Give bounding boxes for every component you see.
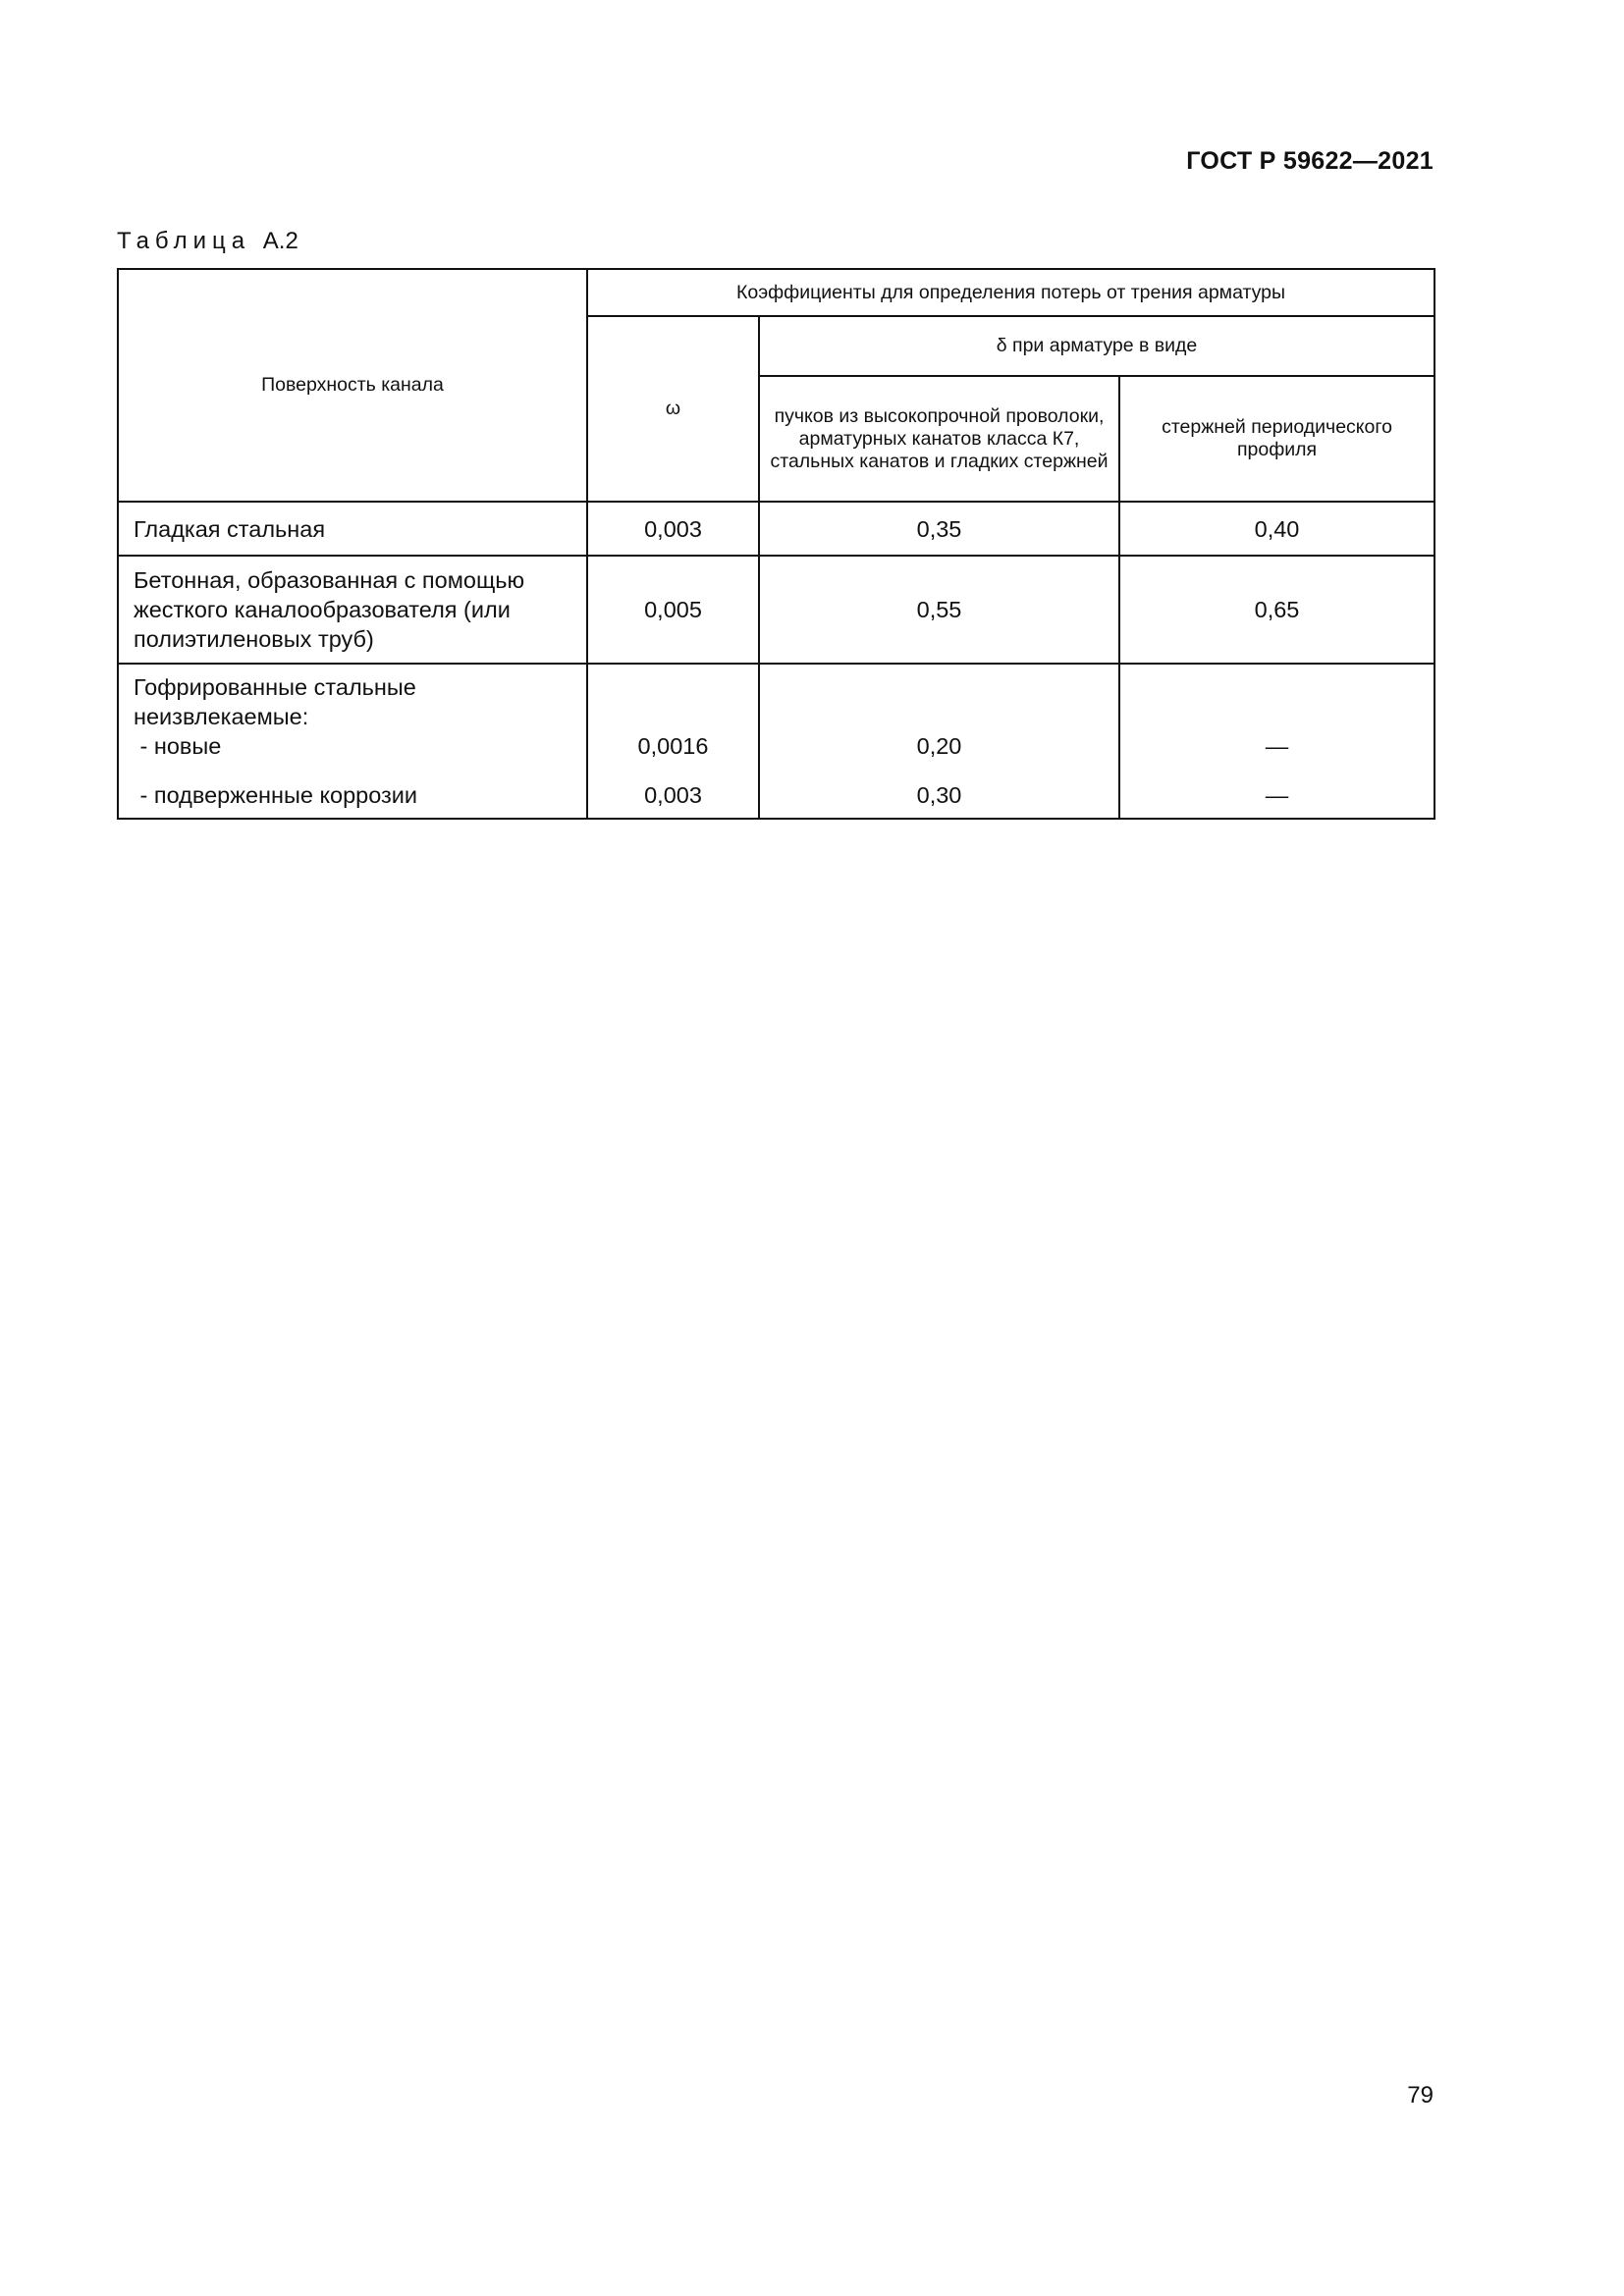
row-gap (598, 761, 748, 780)
header-delta-bundles: пучков из высокопрочной проволоки, арматурных канатов класса К7, стальных канатов и гладких стержней (759, 376, 1119, 502)
friction-coefficients-table (117, 268, 1435, 820)
header-surface: Поверхность канала (118, 269, 587, 502)
cell-delta-bars-corroded: — (1265, 782, 1289, 808)
row-spacer (598, 672, 748, 731)
table-row-corrugated (118, 664, 1435, 819)
cell-omega: 0,005 (587, 556, 759, 664)
page-number: 79 (1407, 2082, 1434, 2109)
cell-delta-bundles: 0,35 (759, 502, 1119, 556)
cell-surface: Гладкая стальная (118, 502, 587, 556)
cell-omega-corrugated (587, 664, 759, 819)
table-row (118, 556, 1435, 664)
cell-surface: Бетонная, образованная с помощью жесткого каналообразователя (или полиэтиленовых труб) (118, 556, 587, 664)
header-row-1 (118, 269, 1435, 316)
cell-omega-new: 0,0016 (637, 733, 709, 759)
cell-omega-corroded: 0,003 (644, 782, 702, 808)
table-caption-number: А.2 (262, 228, 298, 254)
row-spacer (770, 672, 1109, 731)
cell-delta-bars-new: — (1265, 733, 1289, 759)
header-coefficients-group: Коэффициенты для определения потерь от трения арматуры (587, 269, 1435, 316)
cell-omega: 0,003 (587, 502, 759, 556)
table-row (118, 502, 1435, 556)
cell-delta-bars: 0,65 (1119, 556, 1435, 664)
row-gap (770, 761, 1109, 780)
document-id: ГОСТ Р 59622—2021 (1186, 147, 1434, 175)
cell-delta-bars-corrugated (1119, 664, 1435, 819)
cell-delta-bundles-corroded: 0,30 (916, 782, 962, 808)
header-delta-group: δ при арматуре в виде (759, 316, 1435, 376)
cell-surface-corrugated (118, 664, 587, 819)
cell-delta-bars: 0,40 (1119, 502, 1435, 556)
cell-delta-bundles-new: 0,20 (916, 733, 962, 759)
corrugated-item-corroded: - подверженные коррозии (134, 782, 418, 808)
header-delta-bars: стержней периодического профиля (1119, 376, 1435, 502)
header-omega: ω (587, 316, 759, 502)
cell-delta-bundles: 0,55 (759, 556, 1119, 664)
row-spacer (1130, 672, 1424, 731)
row-gap (134, 761, 576, 780)
row-gap (1130, 761, 1424, 780)
corrugated-title: Гофрированные стальные неизвлекаемые: (134, 674, 416, 729)
cell-delta-bundles-corrugated (759, 664, 1119, 819)
corrugated-item-new: - новые (134, 733, 222, 759)
table-caption-label: Таблица (117, 228, 251, 254)
table-caption (117, 228, 298, 255)
